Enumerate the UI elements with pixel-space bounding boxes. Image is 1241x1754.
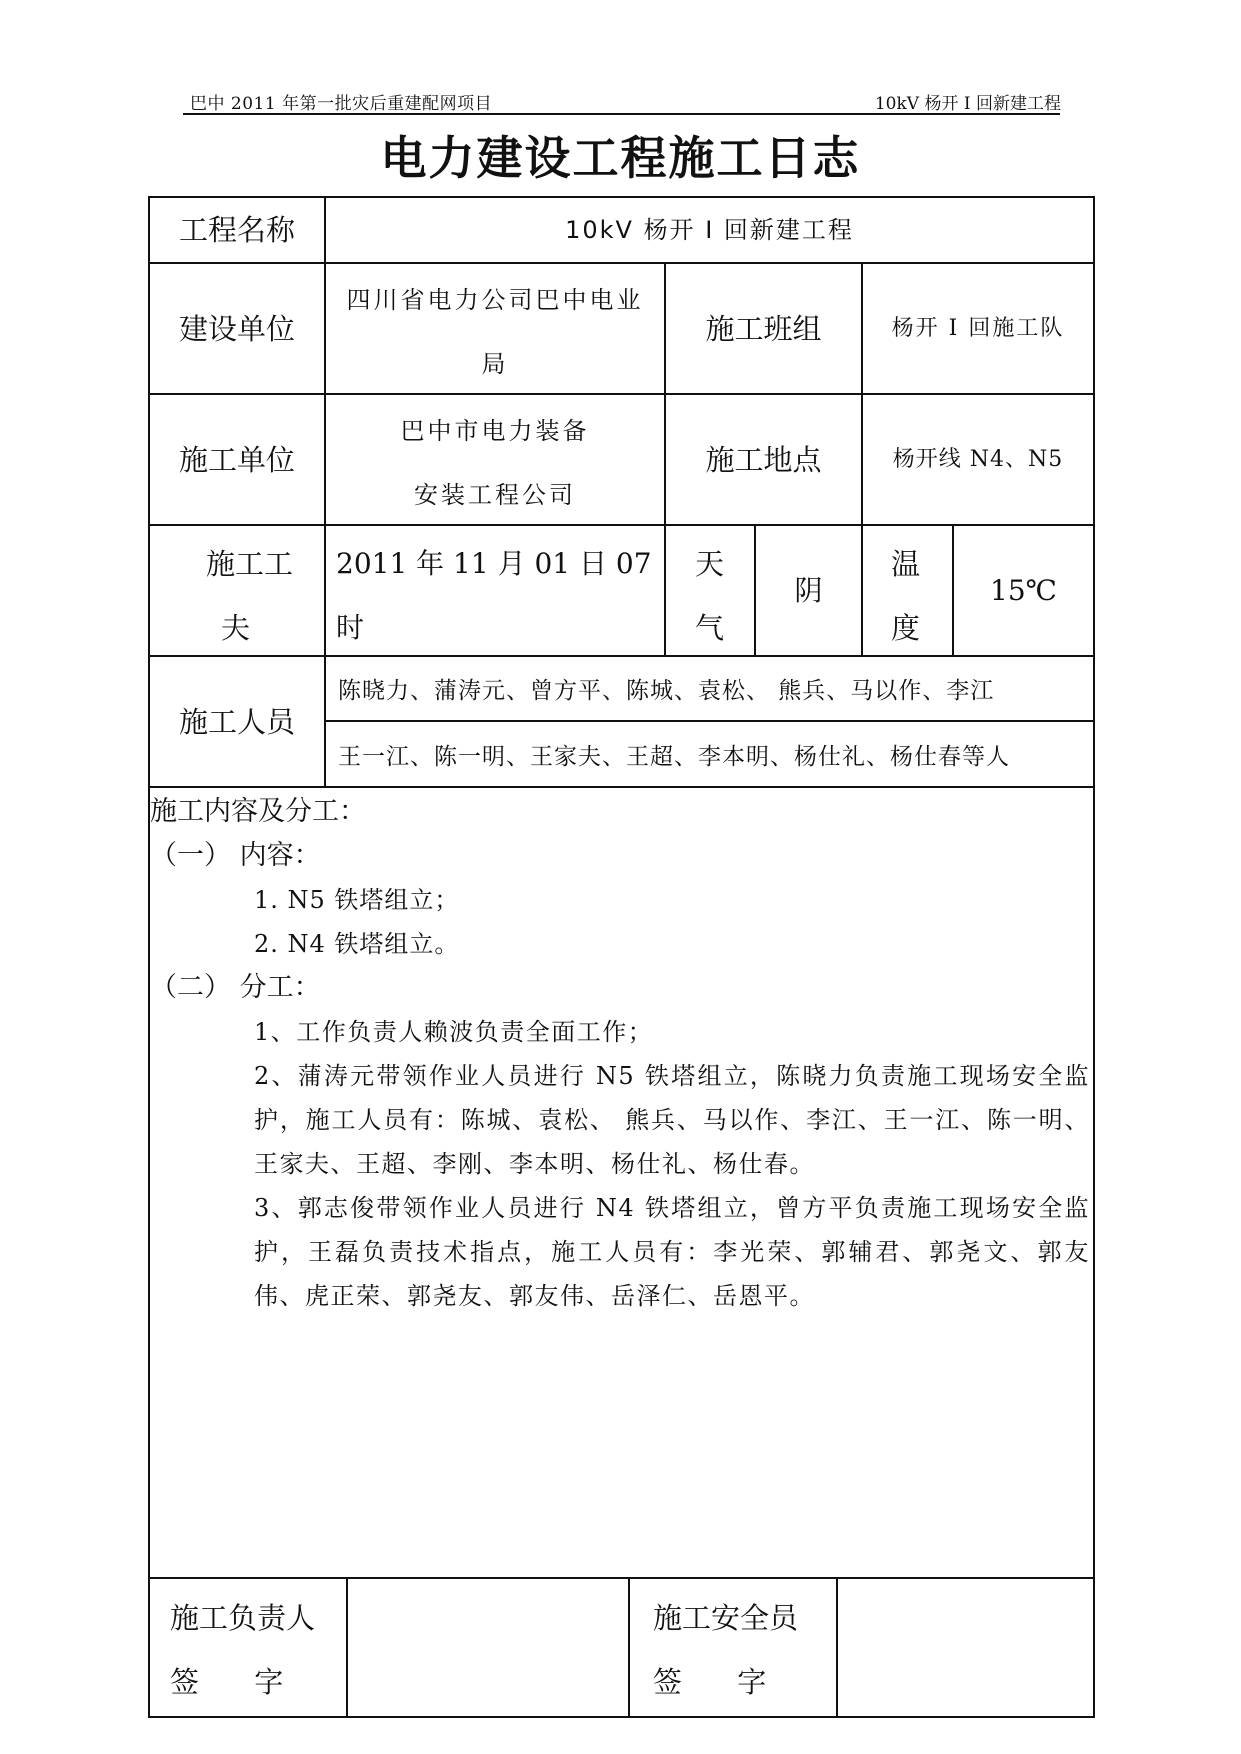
weather-label bbox=[666, 526, 754, 655]
project-name-label: 工程名称 bbox=[178, 213, 295, 247]
team-label: 施工班组 bbox=[705, 311, 822, 346]
weather-label-line-2: 气 bbox=[695, 611, 725, 645]
project-name-value: 10kV 杨开 I 回新建工程 bbox=[565, 216, 854, 244]
owner-label: 建设单位 bbox=[178, 311, 295, 346]
temp-value: 15℃ bbox=[990, 573, 1057, 607]
safety-label: 施工安全员 bbox=[653, 1601, 799, 1635]
staff-line-2: 王一江、陈一明、王家夫、王超、李本明、杨仕礼、杨仕春等人 bbox=[338, 744, 1010, 770]
owner-line-2: 局 bbox=[481, 350, 509, 378]
team-value: 杨开 I 回施工队 bbox=[891, 315, 1065, 341]
header-rule bbox=[183, 113, 1060, 115]
owner-value bbox=[326, 264, 664, 393]
table-border-bottom bbox=[148, 1716, 1095, 1718]
content-section-2: （二） 分工： bbox=[150, 972, 321, 1003]
safety-signature-field[interactable] bbox=[838, 1579, 1093, 1716]
content-item: 2. N4 铁塔组立。 bbox=[254, 930, 460, 958]
work-content bbox=[150, 790, 1090, 1318]
row-line bbox=[148, 786, 1095, 788]
work-time-label-line-1: 施工工 bbox=[206, 547, 294, 581]
leader-label: 施工负责人 bbox=[170, 1601, 316, 1635]
safety-sign-text: 签 字 bbox=[653, 1665, 767, 1699]
work-time-line-1: 2011 年 11 月 01 日 07 bbox=[336, 547, 652, 580]
weather-value: 阴 bbox=[794, 573, 823, 607]
col-line bbox=[628, 1577, 630, 1718]
contractor-line-1: 巴中市电力装备 bbox=[400, 417, 590, 445]
leader-sign-label bbox=[170, 1660, 326, 1701]
header-project-batch: 巴中 2011 年第一批灾后重建配网项目 bbox=[190, 94, 493, 114]
staff-line-1: 陈晓力、蒲涛元、曾方平、陈城、袁松、 熊兵、马以作、李江 bbox=[338, 678, 995, 704]
header-project-name: 10kV 杨开 I 回新建工程 bbox=[874, 94, 1061, 114]
duty-2: 2、蒲涛元带领作业人员进行 N5 铁塔组立，陈晓力负责施工现场安全监护，施工人员有：陈城、袁松、 熊兵、马以作、李江、王一江、陈一明、王家夫、王超、李刚、李本明、杨仕礼、杨仕春。 bbox=[254, 1062, 1090, 1178]
temp-label-line-1: 温 bbox=[891, 547, 921, 581]
document-title: 电力建设工程施工日志 bbox=[380, 131, 861, 185]
duty-3: 3、郭志俊带领作业人员进行 N4 铁塔组立，曾方平负责施工现场安全监护，王磊负责技术指点，施工人员有：李光荣、郭辅君、郭尧文、郭友伟、虎正荣、郭尧友、郭友伟、岳泽仁、岳恩平。 bbox=[254, 1194, 1090, 1310]
work-time-value bbox=[326, 526, 664, 655]
weather-label-line-1: 天 bbox=[695, 547, 725, 581]
contractor-line-2: 安装工程公司 bbox=[414, 481, 576, 509]
duty-1: 1、工作负责人赖波负责全面工作； bbox=[254, 1018, 654, 1046]
temp-label bbox=[863, 526, 952, 655]
content-heading: 施工内容及分工： bbox=[150, 796, 366, 827]
work-time-label bbox=[150, 526, 324, 655]
row-line bbox=[325, 720, 1095, 722]
safety-sign-label bbox=[653, 1660, 766, 1701]
contractor-label: 施工单位 bbox=[178, 442, 295, 477]
leader-signature-field[interactable] bbox=[348, 1579, 628, 1716]
contractor-value bbox=[326, 395, 664, 524]
leader-sign-text: 签 字 bbox=[170, 1665, 284, 1699]
work-time-line-2: 时 bbox=[336, 611, 365, 644]
site-value: 杨开线 N4、N5 bbox=[892, 446, 1064, 472]
table-border-right bbox=[1093, 196, 1095, 1718]
temp-label-line-2: 度 bbox=[891, 611, 921, 645]
content-section-1: （一） 内容： bbox=[150, 840, 321, 871]
staff-label: 施工人员 bbox=[178, 704, 295, 739]
owner-line-1: 四川省电力公司巴中电业 bbox=[346, 286, 644, 314]
site-label: 施工地点 bbox=[705, 442, 822, 477]
content-item: 1. N5 铁塔组立； bbox=[254, 886, 460, 914]
work-time-label-line-2: 夫 bbox=[221, 611, 251, 645]
